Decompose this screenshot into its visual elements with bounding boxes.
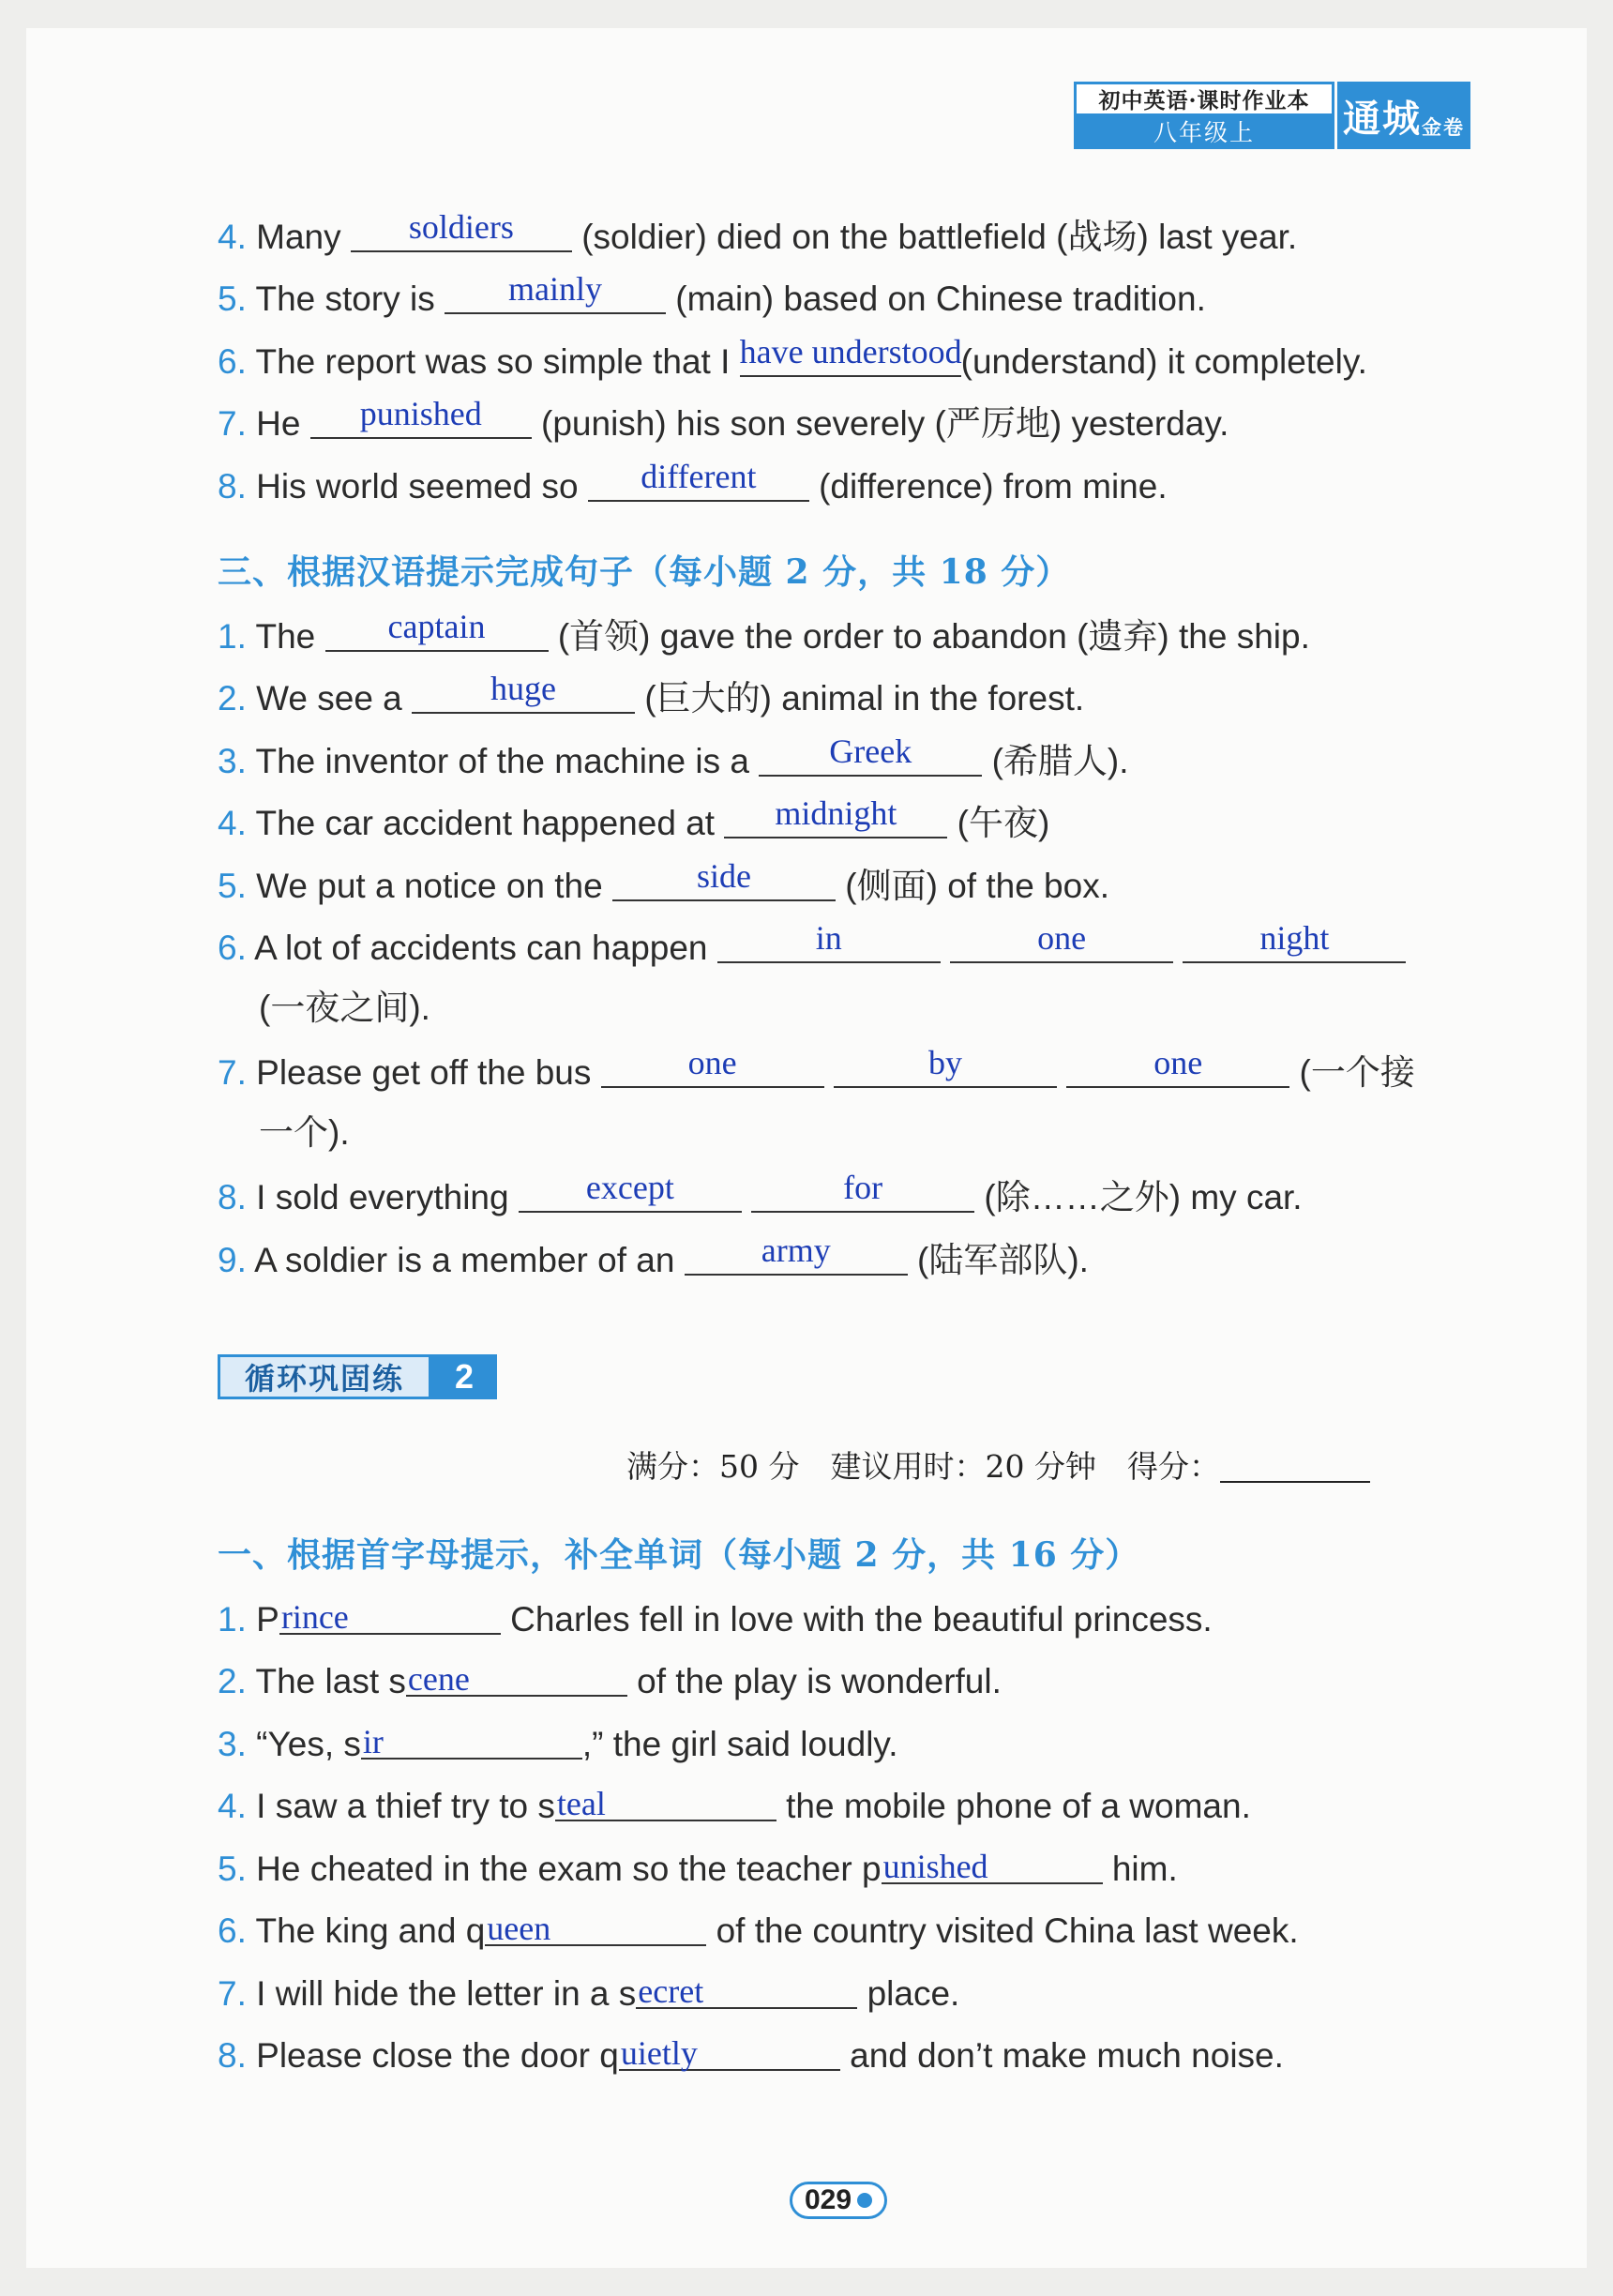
question-number: 4.	[218, 1787, 247, 1825]
answer-text: have understood	[739, 333, 962, 370]
answer-blank[interactable]	[950, 919, 1173, 963]
question-number: 5.	[218, 867, 247, 905]
section-title: 三、根据汉语提示完成句子（每小题 2 分，共 18 分）	[218, 552, 1071, 592]
practice-tag	[218, 1354, 497, 1399]
answer-blank[interactable]	[619, 2032, 840, 2071]
question-continuation: 一个).	[259, 1113, 350, 1152]
answer-blank[interactable]	[834, 1044, 1057, 1088]
answer-blank[interactable]	[555, 1782, 776, 1821]
brand-logo	[1337, 82, 1470, 149]
question-text: (difference) from mine.	[819, 467, 1168, 506]
question	[218, 1044, 1415, 1095]
grade-label: 八年级上	[1074, 113, 1334, 149]
question-text: the mobile phone of a woman.	[786, 1787, 1251, 1825]
question-text: The	[255, 617, 316, 656]
dot-icon	[857, 2193, 872, 2208]
score-meta-text: 满分：50 分 建议用时：20 分钟 得分：	[626, 1448, 1220, 1485]
answer-blank[interactable]	[361, 1720, 582, 1760]
question-number: 5.	[218, 1850, 247, 1888]
question	[218, 1657, 1002, 1703]
question	[218, 270, 1206, 321]
question-text: (一个接	[1299, 1053, 1415, 1092]
question-number: 6.	[218, 1911, 247, 1950]
page-number-text: 029	[804, 2184, 852, 2215]
answer-blank[interactable]	[351, 208, 572, 252]
question-text: (巨大的) animal in the forest.	[644, 679, 1085, 718]
answer-blank[interactable]	[759, 733, 982, 777]
question-text: ,” the girl said loudly.	[581, 1725, 898, 1763]
question-text: him.	[1111, 1850, 1178, 1888]
question-text: (首领) gave the order to abandon (遗弃) the ship.	[557, 617, 1310, 656]
question-number: 4.	[218, 804, 247, 842]
question-number: 6.	[218, 342, 247, 381]
answer-text: teal	[556, 1785, 606, 1822]
question-text: “Yes, s	[256, 1725, 361, 1763]
answer-blank[interactable]	[724, 794, 947, 838]
question	[218, 608, 1310, 658]
question	[218, 857, 1109, 908]
answer-blank[interactable]	[325, 608, 549, 652]
question	[218, 794, 1050, 845]
question-number: 1.	[218, 617, 247, 656]
answer-text: huge	[490, 670, 557, 707]
question-text: (侧面) of the box.	[845, 867, 1109, 905]
practice-label: 循环巩固练	[218, 1354, 431, 1399]
answer-text: punished	[359, 395, 482, 432]
question-text: A soldier is a member of an	[254, 1241, 675, 1279]
answer-text: for	[843, 1169, 883, 1206]
answer-blank[interactable]	[412, 670, 635, 714]
question	[218, 1970, 959, 2016]
question-number: 2.	[218, 679, 247, 718]
question-text: P	[256, 1600, 279, 1639]
question-number: 9.	[218, 1241, 247, 1279]
question	[218, 1231, 1089, 1282]
question-text: (soldier) died on the battlefield (战场) last year.	[581, 218, 1298, 256]
question-number: 3.	[218, 1725, 247, 1763]
answer-text: side	[697, 857, 751, 895]
answer-blank[interactable]	[485, 1907, 706, 1946]
question	[218, 733, 1129, 783]
answer-blank[interactable]	[636, 1970, 857, 2009]
answer-blank[interactable]	[1066, 1044, 1289, 1088]
question-number: 4.	[218, 218, 247, 256]
answer-text: one	[687, 1044, 737, 1081]
question-text: and don’t make much noise.	[850, 2036, 1284, 2075]
question-number: 3.	[218, 742, 247, 780]
question-text: place.	[867, 1974, 960, 2013]
answer-blank[interactable]	[279, 1595, 501, 1635]
question	[218, 458, 1168, 508]
question-number: 6.	[218, 929, 247, 967]
answer-blank[interactable]	[739, 333, 962, 377]
answer-text: Greek	[829, 733, 912, 770]
answer-text: ueen	[487, 1910, 551, 1947]
question	[218, 2032, 1284, 2077]
answer-text: different	[641, 458, 757, 495]
answer-text: uietly	[620, 2034, 698, 2072]
section-title: 一、根据首字母提示，补全单词（每小题 2 分，共 16 分）	[218, 1535, 1140, 1575]
question	[218, 208, 1298, 259]
header-badge	[1074, 82, 1470, 149]
question-number: 8.	[218, 467, 247, 506]
question-text: (main) based on Chinese tradition.	[675, 279, 1206, 318]
answer-blank[interactable]	[310, 395, 532, 439]
question	[218, 1595, 1213, 1641]
answer-blank[interactable]	[588, 458, 809, 502]
question-text: I saw a thief try to s	[256, 1787, 555, 1825]
question-text: The king and q	[255, 1911, 486, 1950]
answer-text: soldiers	[408, 208, 514, 246]
answer-blank[interactable]	[717, 919, 941, 963]
question-text: Charles fell in love with the beautiful princess.	[510, 1600, 1213, 1639]
question	[218, 670, 1085, 720]
question-text: (punish) his son severely (严厉地) yesterday.	[541, 404, 1229, 443]
page-number	[790, 2182, 887, 2219]
answer-blank[interactable]	[601, 1044, 824, 1088]
question-text: I will hide the letter in a s	[256, 1974, 637, 2013]
question-text: I sold everything	[256, 1178, 509, 1216]
question	[218, 333, 1367, 384]
question-text: We see a	[256, 679, 402, 718]
question-number: 8.	[218, 1178, 247, 1216]
question-text: The story is	[255, 279, 435, 318]
question-number: 7.	[218, 1974, 247, 2013]
question-text: Many	[256, 218, 341, 256]
question-text: Please close the door q	[256, 2036, 619, 2075]
question	[218, 1907, 1299, 1953]
question	[218, 395, 1229, 446]
question-text: (陆军部队).	[917, 1241, 1089, 1279]
answer-text: midnight	[775, 794, 897, 832]
question-continuation: (一夜之间).	[259, 989, 430, 1027]
answer-text: captain	[387, 608, 486, 645]
answer-blank[interactable]	[612, 857, 836, 901]
question-text: A lot of accidents can happen	[254, 929, 708, 967]
question-text: He	[256, 404, 301, 443]
answer-blank[interactable]	[751, 1169, 974, 1213]
question-number: 2.	[218, 1662, 247, 1700]
answer-blank[interactable]	[406, 1657, 627, 1697]
question-text: (希腊人).	[991, 742, 1129, 780]
brand-sub: 金卷	[1422, 115, 1465, 139]
question-text: of the play is wonderful.	[637, 1662, 1002, 1700]
question-text: (午夜)	[957, 804, 1050, 842]
question-text: We put a notice on the	[256, 867, 603, 905]
answer-blank[interactable]	[685, 1231, 908, 1276]
question-text: (understand) it completely.	[960, 342, 1367, 381]
answer-blank[interactable]	[1183, 919, 1406, 963]
score-blank[interactable]	[1220, 1453, 1370, 1483]
question-number: 7.	[218, 404, 247, 443]
question-number: 8.	[218, 2036, 247, 2075]
question	[218, 1782, 1251, 1828]
question-text: (除……之外) my car.	[984, 1178, 1303, 1216]
question	[218, 1720, 897, 1766]
answer-text: army	[761, 1231, 831, 1269]
question	[218, 919, 1406, 970]
question-text: The car accident happened at	[255, 804, 716, 842]
question	[218, 1169, 1303, 1219]
answer-text: except	[585, 1169, 674, 1206]
answer-text: one	[1037, 919, 1087, 957]
answer-text: by	[927, 1044, 962, 1081]
question-number: 1.	[218, 1600, 247, 1639]
question-number: 5.	[218, 279, 247, 318]
question-text: The inventor of the machine is a	[255, 742, 749, 780]
answer-blank[interactable]	[882, 1845, 1103, 1884]
question-text: The report was so simple that I	[255, 342, 731, 381]
answer-text: in	[815, 919, 842, 957]
question-text: of the country visited China last week.	[716, 1911, 1299, 1950]
practice-number: 2	[431, 1354, 497, 1399]
score-meta	[626, 1443, 1370, 1487]
question	[218, 1845, 1178, 1891]
answer-blank[interactable]	[445, 270, 666, 314]
answer-text: ir	[362, 1723, 384, 1760]
question-text: He cheated in the exam so the teacher p	[256, 1850, 882, 1888]
question-text: His world seemed so	[256, 467, 579, 506]
brand-name: 通城	[1343, 96, 1422, 141]
question-number: 7.	[218, 1053, 247, 1092]
answer-text: night	[1259, 919, 1330, 957]
question-text: Please get off the bus	[256, 1053, 592, 1092]
answer-text: cene	[407, 1660, 470, 1698]
answer-text: one	[1153, 1044, 1203, 1081]
question-text: The last s	[255, 1662, 406, 1700]
answer-text: unished	[882, 1848, 988, 1885]
answer-text: mainly	[507, 270, 602, 308]
answer-text: rince	[280, 1598, 349, 1636]
answer-blank[interactable]	[519, 1169, 742, 1213]
answer-text: ecret	[638, 1972, 704, 2010]
series-title: 初中英语·课时作业本	[1074, 82, 1334, 113]
